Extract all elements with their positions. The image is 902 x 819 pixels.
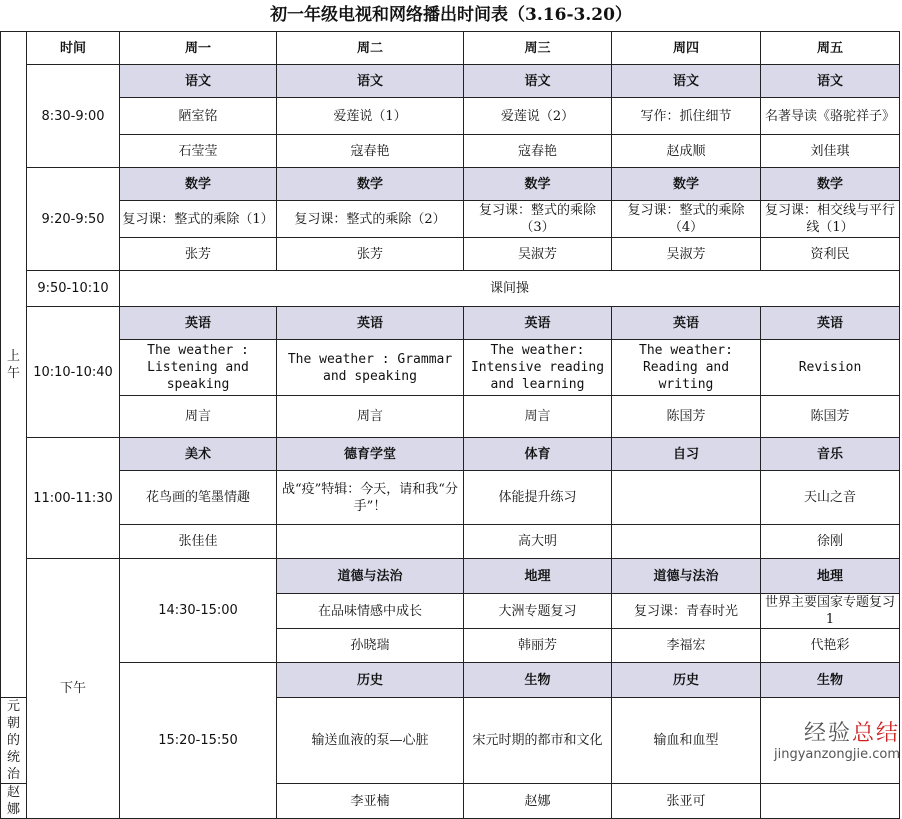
topic-row [1, 98, 900, 135]
teacher-cell [277, 525, 464, 559]
teacher-cell: 周言 [464, 396, 612, 438]
topic-cell: 名著导读《骆驼祥子》 [761, 98, 900, 135]
topic-cell: 战“疫”特辑：今天，请和我“分手”！ [277, 471, 464, 525]
time-cell: 11:00-11:30 [27, 438, 120, 559]
teacher-cell: 赵娜 [464, 784, 612, 819]
header-tue: 周二 [277, 32, 464, 65]
topic-cell: 输血和血型 [612, 698, 761, 784]
subject-cell: 音乐 [761, 438, 900, 471]
teacher-cell: 吴淑芳 [612, 238, 761, 271]
topic-cell: Revision [761, 340, 900, 396]
topic-cell: The weather : Grammar and speaking [277, 340, 464, 396]
subject-row [1, 663, 900, 698]
watermark-main-b: 总结 [851, 721, 900, 746]
topic-cell: 复习课：整式的乘除（3） [464, 201, 612, 238]
subject-cell: 历史 [612, 663, 761, 698]
teacher-row [1, 238, 900, 271]
teacher-cell: 徐刚 [761, 525, 900, 559]
watermark [765, 716, 900, 762]
break-row [1, 271, 900, 307]
header-fri: 周五 [761, 32, 900, 65]
teacher-cell: 刘佳琪 [761, 135, 900, 168]
teacher-cell: 孙晓瑞 [277, 629, 464, 663]
time-cell: 9:50-10:10 [27, 271, 120, 307]
topic-row [1, 471, 900, 525]
subject-cell: 英语 [277, 307, 464, 340]
topic-cell: The weather : Listening and speaking [120, 340, 277, 396]
subject-cell: 道德与法治 [612, 559, 761, 594]
subject-cell: 语文 [612, 65, 761, 98]
teacher-cell: 韩丽芳 [464, 629, 612, 663]
header-mon: 周一 [120, 32, 277, 65]
header-row [1, 32, 900, 65]
subject-cell: 语文 [120, 65, 277, 98]
teacher-cell: 周言 [120, 396, 277, 438]
teacher-cell: 张芳 [120, 238, 277, 271]
topic-cell: 元朝的统治 [1, 698, 27, 784]
teacher-cell: 石莹莹 [120, 135, 277, 168]
subject-cell: 数学 [277, 168, 464, 201]
page-title: 初一年级电视和网络播出时间表（3.16-3.20） [270, 5, 632, 25]
teacher-cell: 赵娜 [1, 784, 27, 819]
subject-cell: 数学 [120, 168, 277, 201]
topic-cell: The weather: Reading and writing [612, 340, 761, 396]
topic-cell: 陋室铭 [120, 98, 277, 135]
teacher-cell: 陈国芳 [612, 396, 761, 438]
subject-cell: 英语 [464, 307, 612, 340]
teacher-cell: 高大明 [464, 525, 612, 559]
teacher-cell: 寇春艳 [464, 135, 612, 168]
teacher-row [1, 396, 900, 438]
teacher-cell [612, 525, 761, 559]
subject-cell: 语文 [277, 65, 464, 98]
subject-cell: 德育学堂 [277, 438, 464, 471]
teacher-cell: 李福宏 [612, 629, 761, 663]
topic-cell: 写作：抓住细节 [612, 98, 761, 135]
topic-cell: 复习课：整式的乘除（1） [120, 201, 277, 238]
teacher-cell: 张佳佳 [120, 525, 277, 559]
teacher-cell: 张亚可 [612, 784, 761, 819]
subject-cell: 美术 [120, 438, 277, 471]
topic-cell [612, 471, 761, 525]
subject-cell: 数学 [464, 168, 612, 201]
subject-cell: 语文 [464, 65, 612, 98]
subject-row [1, 168, 900, 201]
subject-row [1, 438, 900, 471]
teacher-cell: 代艳彩 [761, 629, 900, 663]
teacher-cell: 陈国芳 [761, 396, 900, 438]
time-cell: 14:30-15:00 [120, 559, 277, 663]
topic-cell: 花鸟画的笔墨情趣 [120, 471, 277, 525]
header-wed: 周三 [464, 32, 612, 65]
topic-cell: 大洲专题复习 [464, 594, 612, 629]
teacher-cell: 吴淑芳 [464, 238, 612, 271]
topic-cell: 复习课：整式的乘除（2） [277, 201, 464, 238]
time-cell: 15:20-15:50 [120, 663, 277, 819]
subject-cell: 英语 [761, 307, 900, 340]
subject-row [1, 65, 900, 98]
topic-cell: 复习课：青春时光 [612, 594, 761, 629]
teacher-cell: 李亚楠 [277, 784, 464, 819]
teacher-cell [761, 784, 900, 819]
time-cell: 9:20-9:50 [27, 168, 120, 271]
subject-cell: 数学 [612, 168, 761, 201]
topic-cell: 体能提升练习 [464, 471, 612, 525]
period-morning: 上午 [1, 32, 27, 698]
subject-cell: 生物 [464, 663, 612, 698]
header-time: 时间 [27, 32, 120, 65]
topic-cell: 天山之音 [761, 471, 900, 525]
subject-row [1, 559, 900, 594]
break-label: 课间操 [120, 271, 900, 307]
time-cell: 10:10-10:40 [27, 307, 120, 438]
teacher-cell: 寇春艳 [277, 135, 464, 168]
teacher-cell: 张芳 [277, 238, 464, 271]
header-thu: 周四 [612, 32, 761, 65]
time-cell: 8:30-9:00 [27, 65, 120, 168]
teacher-row [1, 135, 900, 168]
schedule-table [0, 31, 900, 819]
teacher-cell: 资利民 [761, 238, 900, 271]
subject-cell: 英语 [120, 307, 277, 340]
topic-row [1, 201, 900, 238]
topic-cell: 复习课：整式的乘除（4） [612, 201, 761, 238]
subject-row [1, 307, 900, 340]
subject-cell: 生物 [761, 663, 900, 698]
topic-cell: 世界主要国家专题复习1 [761, 594, 900, 629]
subject-cell: 英语 [612, 307, 761, 340]
teacher-cell: 周言 [277, 396, 464, 438]
teacher-row [1, 525, 900, 559]
topic-cell: 宋元时期的都市和文化 [464, 698, 612, 784]
subject-cell: 地理 [464, 559, 612, 594]
topic-cell: 输送血液的泵—心脏 [277, 698, 464, 784]
subject-cell: 地理 [761, 559, 900, 594]
topic-cell: 爱莲说（2） [464, 98, 612, 135]
watermark-url: jingyanzongjie.com [773, 747, 900, 762]
topic-row [1, 340, 900, 396]
topic-cell: 爱莲说（1） [277, 98, 464, 135]
topic-cell: 在品味情感中成长 [277, 594, 464, 629]
subject-cell: 体育 [464, 438, 612, 471]
subject-cell: 数学 [761, 168, 900, 201]
topic-cell: 复习课：相交线与平行线（1） [761, 201, 900, 238]
period-afternoon: 下午 [27, 559, 120, 819]
teacher-cell: 赵成顺 [612, 135, 761, 168]
subject-cell: 历史 [277, 663, 464, 698]
subject-cell: 语文 [761, 65, 900, 98]
watermark-main-a: 经验 [803, 721, 852, 746]
topic-cell: The weather: Intensive reading and learning [464, 340, 612, 396]
subject-cell: 自习 [612, 438, 761, 471]
subject-cell: 道德与法治 [277, 559, 464, 594]
